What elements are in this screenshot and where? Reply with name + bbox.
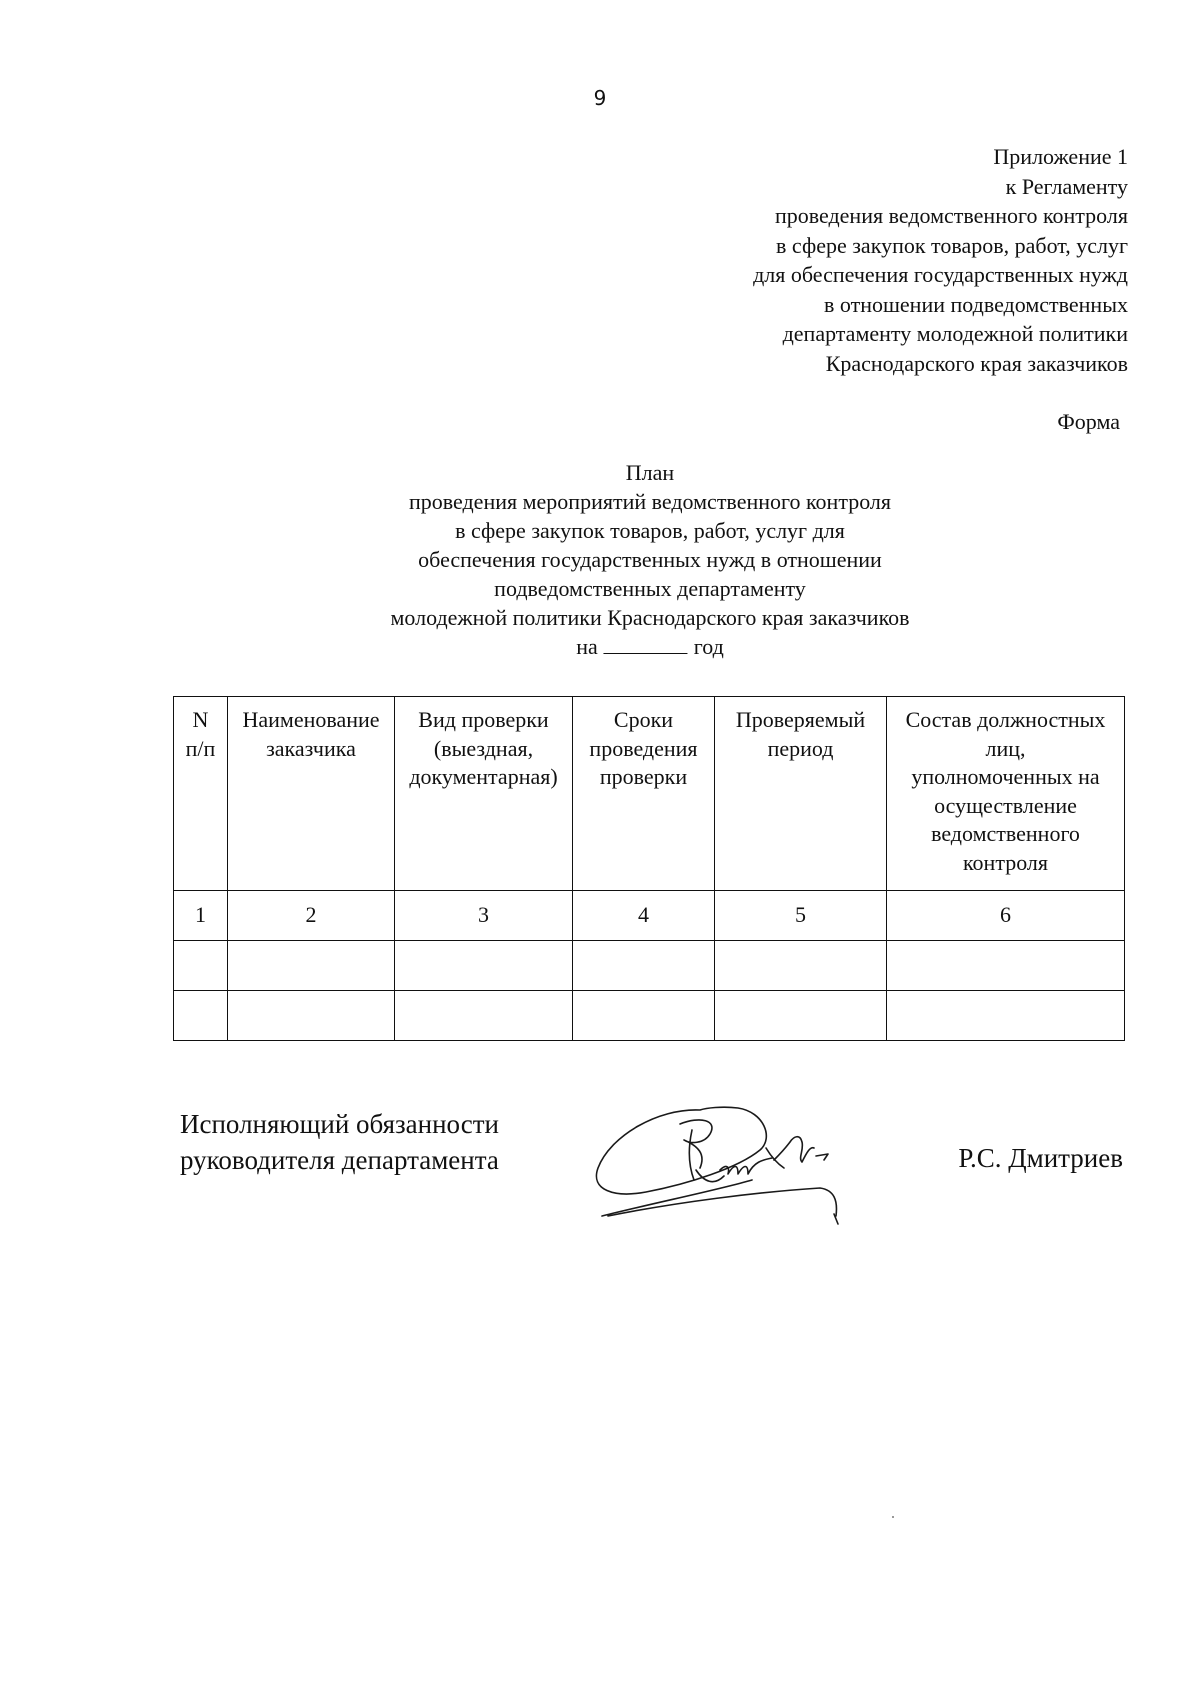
appendix-line: для обеспечения государственных нужд xyxy=(753,262,1128,287)
header-text: ведомственного xyxy=(931,821,1080,846)
header-text: Наименование xyxy=(242,707,380,732)
header-cell-dates xyxy=(573,697,715,891)
column-number-cell: 1 xyxy=(174,891,228,941)
year-suffix: год xyxy=(693,634,724,659)
header-text: проведения xyxy=(589,735,698,761)
plan-title-line: проведения мероприятий ведомственного контроля xyxy=(408,489,892,514)
empty-cell xyxy=(715,941,887,991)
header-cell-customer xyxy=(228,697,395,891)
table-header-row xyxy=(174,697,1125,891)
header-cell-period xyxy=(715,697,887,891)
header-text: (выездная, xyxy=(433,735,534,761)
column-number-cell: 3 xyxy=(395,891,573,941)
empty-cell xyxy=(228,991,395,1041)
signer-title-line: руководителя департамента xyxy=(180,1145,499,1175)
table-row-empty xyxy=(174,941,1125,991)
empty-cell xyxy=(887,941,1125,991)
header-text: осуществление xyxy=(934,792,1077,818)
header-text: уполномоченных на xyxy=(911,764,1100,789)
header-text: заказчика xyxy=(266,735,356,761)
empty-cell xyxy=(573,991,715,1041)
table-row-empty xyxy=(174,991,1125,1041)
appendix-line: к Регламенту xyxy=(1005,173,1128,199)
signer-title xyxy=(180,1106,499,1178)
scan-speck xyxy=(892,1516,894,1518)
header-text: период xyxy=(767,735,834,761)
empty-cell xyxy=(715,991,887,1041)
appendix-line: департаменту молодежной политики xyxy=(782,321,1128,346)
plan-title-line: подведомственных департаменту xyxy=(494,576,806,601)
empty-cell xyxy=(395,991,573,1041)
plan-table xyxy=(173,696,1125,1041)
header-cell-inspection-type xyxy=(395,697,573,891)
column-number-cell: 2 xyxy=(228,891,395,941)
empty-cell xyxy=(174,991,228,1041)
header-text: Сроки xyxy=(613,707,674,732)
empty-cell xyxy=(228,941,395,991)
empty-cell xyxy=(174,941,228,991)
appendix-line: в сфере закупок товаров, работ, услуг xyxy=(776,232,1128,258)
plan-title xyxy=(390,458,909,661)
plan-title-line: План xyxy=(625,460,675,485)
header-text: контроля xyxy=(962,849,1049,875)
plan-title-line: молодежной политики Краснодарского края заказчиков xyxy=(390,605,910,630)
signer-name: Р.С. Дмитриев xyxy=(958,1143,1123,1173)
signer-title-line: Исполняющий обязанности xyxy=(180,1109,499,1139)
header-cell-officials xyxy=(887,697,1125,891)
year-prefix: на xyxy=(576,634,598,659)
column-number-cell: 6 xyxy=(887,891,1125,941)
plan-title-line: в сфере закупок товаров, работ, услуг для xyxy=(455,518,845,543)
column-number-cell: 5 xyxy=(715,891,887,941)
page-number: 9 xyxy=(593,86,607,110)
empty-cell xyxy=(395,941,573,991)
empty-cell xyxy=(887,991,1125,1041)
header-text: Состав должностных xyxy=(905,707,1106,732)
column-number-row xyxy=(174,891,1125,941)
header-text: Вид проверки xyxy=(418,707,549,732)
header-text: документарная) xyxy=(409,764,558,789)
form-label: Форма xyxy=(1057,409,1120,434)
header-text: Проверяемый xyxy=(735,707,866,732)
handwritten-signature xyxy=(588,1098,888,1232)
appendix-line: Приложение 1 xyxy=(993,144,1128,169)
column-number-cell: 4 xyxy=(573,891,715,941)
appendix-line: проведения ведомственного контроля xyxy=(774,203,1128,228)
plan-year-line xyxy=(390,632,909,661)
year-blank-field xyxy=(604,633,688,654)
header-text: проверки xyxy=(599,764,688,789)
appendix-line: Краснодарского края заказчиков xyxy=(825,350,1128,376)
header-text: п/п xyxy=(185,735,216,761)
plan-title-line: обеспечения государственных нужд в отношении xyxy=(418,547,882,572)
appendix-line: в отношении подведомственных xyxy=(823,291,1128,317)
header-cell-number xyxy=(174,697,228,891)
header-text: N xyxy=(192,707,209,732)
header-text: лиц, xyxy=(985,735,1026,761)
appendix-header xyxy=(568,142,1128,378)
empty-cell xyxy=(573,941,715,991)
